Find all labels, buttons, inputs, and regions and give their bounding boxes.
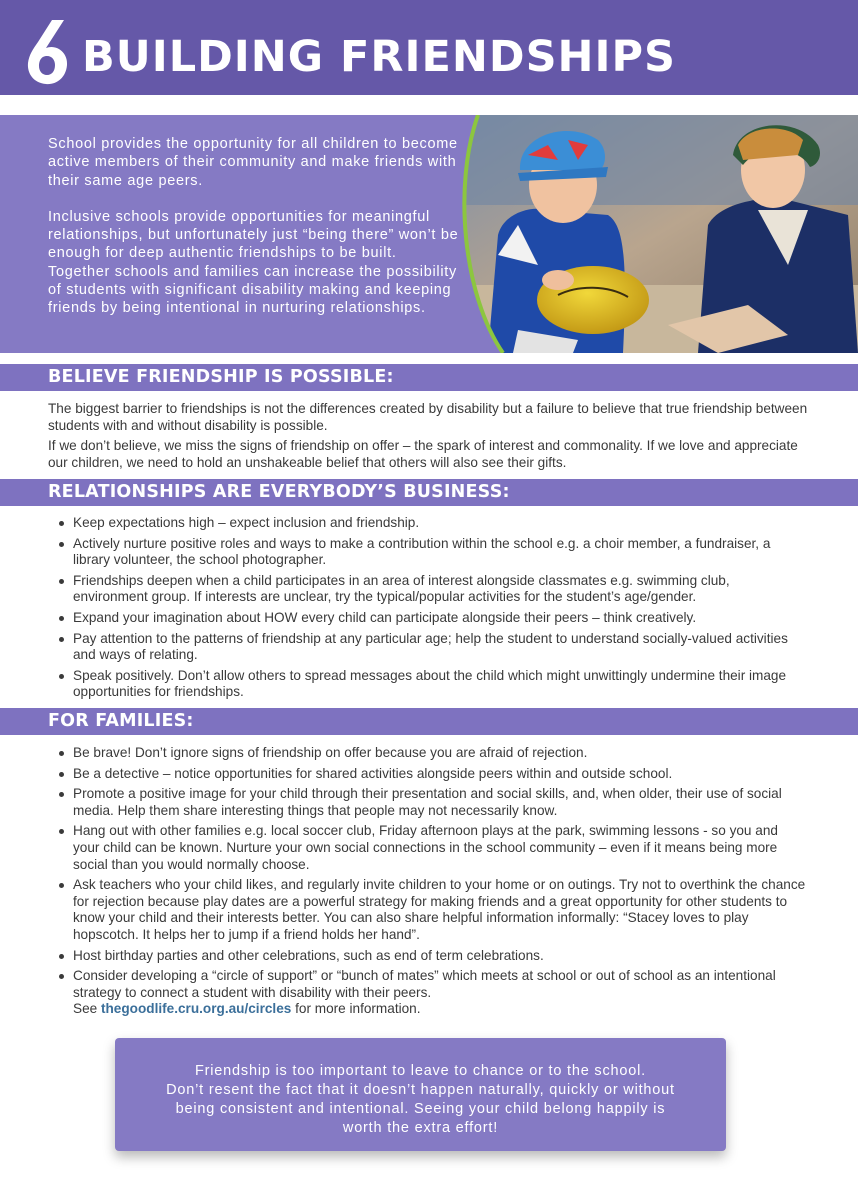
list-item: Host birthday parties and other celebrations, such as end of term celebrations. <box>48 948 808 965</box>
list-item: Speak positively. Don’t allow others to spread messages about the child which might unwittingly undermine their image opportunities for friendships. <box>48 668 808 701</box>
list-item: Hang out with other families e.g. local soccer club, Friday afternoon plays at the park, swimming lessons - so you and your child can be known. Nurture your own social connections in the school community – even if it means being more social than you would normally choose. <box>48 823 808 873</box>
list-item: Expand your imagination about HOW every child can participate alongside their peers – think creatively. <box>48 610 808 627</box>
believe-paragraph: If we don’t believe, we miss the signs of friendship on offer – the spark of interest and commonality. If we love and appreciate our children, we need to hold an unshakeable belief that others will also see their gifts. <box>48 438 798 470</box>
intro-text <box>48 135 460 336</box>
intro-paragraph: Inclusive schools provide opportunities for meaningful relationships, but unfortunately just “being there” won’t be enough for deep authentic friendships to be built. Together schools and families can increase the possibility of students with significant disability making and keeping friends by being intentional in nurturing relationships. <box>48 208 459 317</box>
circle-of-support-text: Consider developing a “circle of support” or “bunch of mates” which meets at school or out of school as an intentional strategy to connect a student with disability with their peers. <box>73 968 776 1000</box>
believe-paragraph: The biggest barrier to friendships is not the differences created by disability but a failure to believe that true friendship between students with and without disability is possible. <box>48 401 808 433</box>
relationships-list <box>48 515 808 705</box>
children-photo <box>458 115 858 353</box>
callout-line: Friendship is too important to leave to chance or to the school. <box>195 1063 646 1079</box>
circles-link[interactable]: thegoodlife.cru.org.au/circles <box>100 1001 292 1017</box>
intro-paragraph: School provides the opportunity for all children to become active members of their community and make friends with their same age peers. <box>48 136 458 189</box>
believe-heading: BELIEVE FRIENDSHIP IS POSSIBLE: <box>0 364 858 391</box>
believe-body <box>48 401 808 475</box>
list-item: Be brave! Don’t ignore signs of friendship on offer because you are afraid of rejection. <box>48 745 808 762</box>
list-item: Actively nurture positive roles and ways to make a contribution within the school e.g. a choir member, a fundraiser, a library volunteer, the school photographer. <box>48 536 808 569</box>
list-item: Pay attention to the patterns of friendship at any particular age; help the student to understand socially-valued activities and ways of relating. <box>48 631 808 664</box>
list-item: Be a detective – notice opportunities for shared activities alongside peers within and outside school. <box>48 766 808 783</box>
intro-panel <box>0 115 858 353</box>
callout-box <box>115 1038 726 1151</box>
relationships-heading: RELATIONSHIPS ARE EVERYBODY’S BUSINESS: <box>0 479 858 506</box>
callout-line: worth the extra effort! <box>342 1120 499 1136</box>
families-heading: FOR FAMILIES: <box>0 708 858 735</box>
callout-line: Don’t resent the fact that it doesn’t happen naturally, quickly or without <box>166 1082 675 1098</box>
list-item <box>48 968 808 1018</box>
page-header <box>0 0 858 95</box>
see-prefix: See <box>73 1001 101 1017</box>
list-item: Ask teachers who your child likes, and regularly invite children to your home or on outings. Try not to overthink the chance for rejection because play dates are a powerful strategy for making friends and a great opportunity for other students to know your child and their interests better. You can also share helpful information informally: “Stacey loves to play hopscotch. It helps her to jump if a friend holds her hand”. <box>48 877 808 943</box>
see-suffix: for more information. <box>291 1001 421 1017</box>
page-title: BUILDING FRIENDSHIPS <box>82 32 677 82</box>
number-six-icon <box>26 18 68 86</box>
families-list <box>48 745 808 1022</box>
list-item: Friendships deepen when a child participates in an area of interest alongside classmates e.g. swimming club, environment group. If interests are unclear, try the typical/popular activities for the student’s age/gender. <box>48 573 808 606</box>
list-item: Keep expectations high – expect inclusion and friendship. <box>48 515 808 532</box>
list-item: Promote a positive image for your child through their presentation and social skills, and, when older, their use of social media. Help them share interesting things that people may not necessarily know. <box>48 786 808 819</box>
callout-line: being consistent and intentional. Seeing your child belong happily is <box>175 1101 666 1117</box>
